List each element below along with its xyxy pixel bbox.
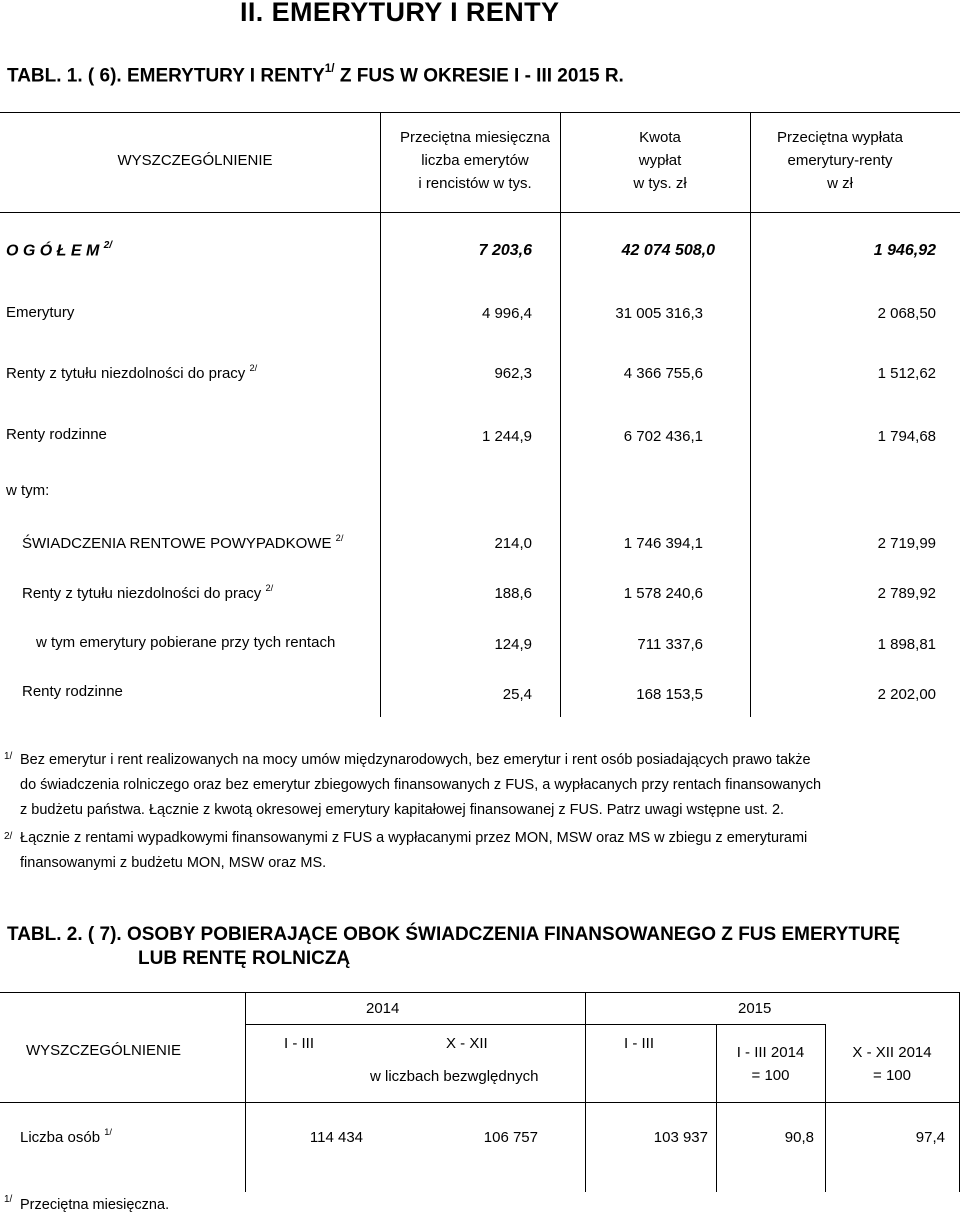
table1-header-rule bbox=[0, 212, 960, 213]
row-count: 25,4 bbox=[502, 686, 532, 703]
table2-year-rule bbox=[245, 1024, 825, 1025]
table2-index-1 bbox=[716, 1041, 825, 1087]
table2-title-line1: TABL. 2. ( 7). OSOBY POBIERAJĄCE OBOK ŚWIADCZENIA FINANSOWANEGO Z FUS EMERYTURĘ bbox=[7, 924, 901, 945]
index-line: X - XII 2014 bbox=[852, 1044, 932, 1061]
table2-footnote: Przeciętna miesięczna. bbox=[20, 1197, 170, 1213]
table2-col-divider bbox=[245, 992, 246, 1192]
row-label: Renty rodzinne bbox=[6, 426, 107, 443]
table2-top-rule bbox=[0, 992, 960, 993]
table2-title-line2: LUB RENTĘ ROLNICZĄ bbox=[138, 948, 351, 969]
table1-header-amount bbox=[560, 126, 760, 195]
header-line: wypłat bbox=[638, 152, 682, 169]
table2-period-3: I - III bbox=[624, 1035, 654, 1052]
header-line: emerytury-renty bbox=[787, 152, 893, 169]
header-line: i rencistów w tys. bbox=[418, 175, 532, 192]
row-avg: 1 946,92 bbox=[873, 242, 936, 259]
table1-col-divider bbox=[560, 112, 561, 717]
row-count: 124,9 bbox=[494, 636, 532, 653]
header-line: liczba emerytów bbox=[421, 152, 529, 169]
footnote-line: finansowanymi z budżetu MON, MSW oraz MS. bbox=[20, 855, 327, 871]
header-line: Przeciętna miesięczna bbox=[399, 129, 551, 146]
table1-title bbox=[7, 64, 624, 87]
row-label-total: O G Ó Ł E M $^{2/}$ bbox=[6, 239, 113, 260]
table2-header-rule bbox=[0, 1102, 960, 1103]
table2-unit: w liczbach bezwględnych bbox=[370, 1068, 539, 1085]
index-line: = 100 bbox=[751, 1067, 790, 1084]
row-amount: 31 005 316,3 bbox=[615, 305, 703, 322]
row-label: Renty z tytułu niezdolności do pracy $^{2/}$ bbox=[6, 362, 258, 382]
table1-title-sup: 1/ bbox=[324, 62, 335, 76]
footnote-line: Bez emerytur i rent realizowanych na mocy umów międzynarodowych, bez emerytur i rent osób posiadających prawo także bbox=[20, 752, 811, 768]
section-title: II. EMERYTURY I RENTY bbox=[240, 0, 560, 27]
table1-header-count bbox=[370, 126, 580, 195]
row-avg: 1 512,62 bbox=[877, 365, 936, 382]
row-value: 97,4 bbox=[915, 1129, 945, 1146]
row-amount: 1 746 394,1 bbox=[623, 535, 703, 552]
row-amount: 4 366 755,6 bbox=[623, 365, 703, 382]
header-line: w tys. zł bbox=[633, 175, 687, 192]
row-label: w tym: bbox=[6, 482, 50, 499]
row-amount: 168 153,5 bbox=[636, 686, 703, 703]
table1-title-text: TABL. 1. ( 6). EMERYTURY I RENTY bbox=[7, 65, 325, 87]
footnote-mark: 1/ bbox=[4, 1194, 13, 1205]
row-label: w tym emerytury pobierane przy tych rentach bbox=[36, 634, 336, 651]
table2-period-1: I - III bbox=[284, 1035, 314, 1052]
row-count: 214,0 bbox=[494, 535, 532, 552]
footnote-line: z budżetu państwa. Łącznie z kwotą okresowej emerytury kapitałowej finansowanej z FUS. Patrz uwagi wstępne ust. 2. bbox=[20, 802, 785, 818]
table1-col-divider bbox=[750, 112, 751, 717]
footnote-1 bbox=[20, 748, 821, 823]
row-avg: 1 794,68 bbox=[877, 428, 936, 445]
footnote-mark: 1/ bbox=[4, 751, 13, 762]
row-label: Renty rodzinne bbox=[22, 683, 123, 700]
table2-header-spec: WYSZCZEGÓLNIENIE bbox=[26, 1042, 182, 1059]
header-line: w zł bbox=[827, 175, 853, 192]
table2-col-divider bbox=[585, 992, 586, 1192]
table1-header-spec: WYSZCZEGÓLNIENIE bbox=[117, 152, 273, 169]
row-avg: 2 202,00 bbox=[877, 686, 936, 703]
header-line: Przeciętna wypłata bbox=[777, 129, 903, 146]
index-line: I - III 2014 bbox=[736, 1044, 805, 1061]
footnote-line: Łącznie z rentami wypadkowymi finansowanymi z FUS a wypłacanymi przez MON, MSW oraz MS w zbiegu z emeryturami bbox=[20, 830, 808, 846]
table1-header-avg bbox=[740, 126, 940, 195]
row-value: 114 434 bbox=[309, 1129, 363, 1146]
footnote-mark: 2/ bbox=[4, 831, 13, 842]
row-label: Emerytury bbox=[6, 304, 75, 321]
row-amount: 6 702 436,1 bbox=[623, 428, 703, 445]
row-count: 1 244,9 bbox=[481, 428, 532, 445]
table1-top-rule bbox=[0, 112, 960, 113]
table2-period-2: X - XII bbox=[446, 1035, 488, 1052]
row-label: Renty z tytułu niezdolności do pracy $^{2/}$ bbox=[22, 582, 274, 602]
row-amount: 42 074 508,0 bbox=[621, 242, 715, 259]
row-count: 188,6 bbox=[494, 585, 532, 602]
row-count: 7 203,6 bbox=[478, 242, 532, 259]
footnote-line: do świadczenia rolniczego oraz bez emerytur zbiegowych finansowanych z FUS, a wypłacanych przy rentach finansowanych bbox=[20, 777, 822, 793]
table2-index-2 bbox=[825, 1041, 959, 1087]
row-count: 4 996,4 bbox=[481, 305, 532, 322]
row-amount: 1 578 240,6 bbox=[623, 585, 703, 602]
row-value: 106 757 bbox=[483, 1129, 538, 1146]
footnote-2 bbox=[20, 826, 807, 876]
row-label: Liczba osób $^{1/}$ bbox=[20, 1126, 112, 1146]
row-value: 90,8 bbox=[784, 1129, 814, 1146]
table2-year-2015: 2015 bbox=[738, 1000, 772, 1017]
row-avg: 1 898,81 bbox=[877, 636, 936, 653]
table1-title-rest: Z FUS W OKRESIE I - III 2015 R. bbox=[334, 65, 624, 87]
row-avg: 2 068,50 bbox=[877, 305, 936, 322]
table2-year-2014: 2014 bbox=[366, 1000, 400, 1017]
row-avg: 2 789,92 bbox=[877, 585, 936, 602]
table1-col-divider bbox=[380, 112, 381, 717]
row-amount: 711 337,6 bbox=[637, 636, 703, 653]
row-count: 962,3 bbox=[494, 365, 532, 382]
row-value: 103 937 bbox=[653, 1129, 708, 1146]
row-avg: 2 719,99 bbox=[877, 535, 936, 552]
row-label: ŚWIADCZENIA RENTOWE POWYPADKOWE $^{2/}$ bbox=[22, 532, 344, 552]
index-line: = 100 bbox=[873, 1067, 911, 1084]
header-line: Kwota bbox=[639, 129, 681, 146]
